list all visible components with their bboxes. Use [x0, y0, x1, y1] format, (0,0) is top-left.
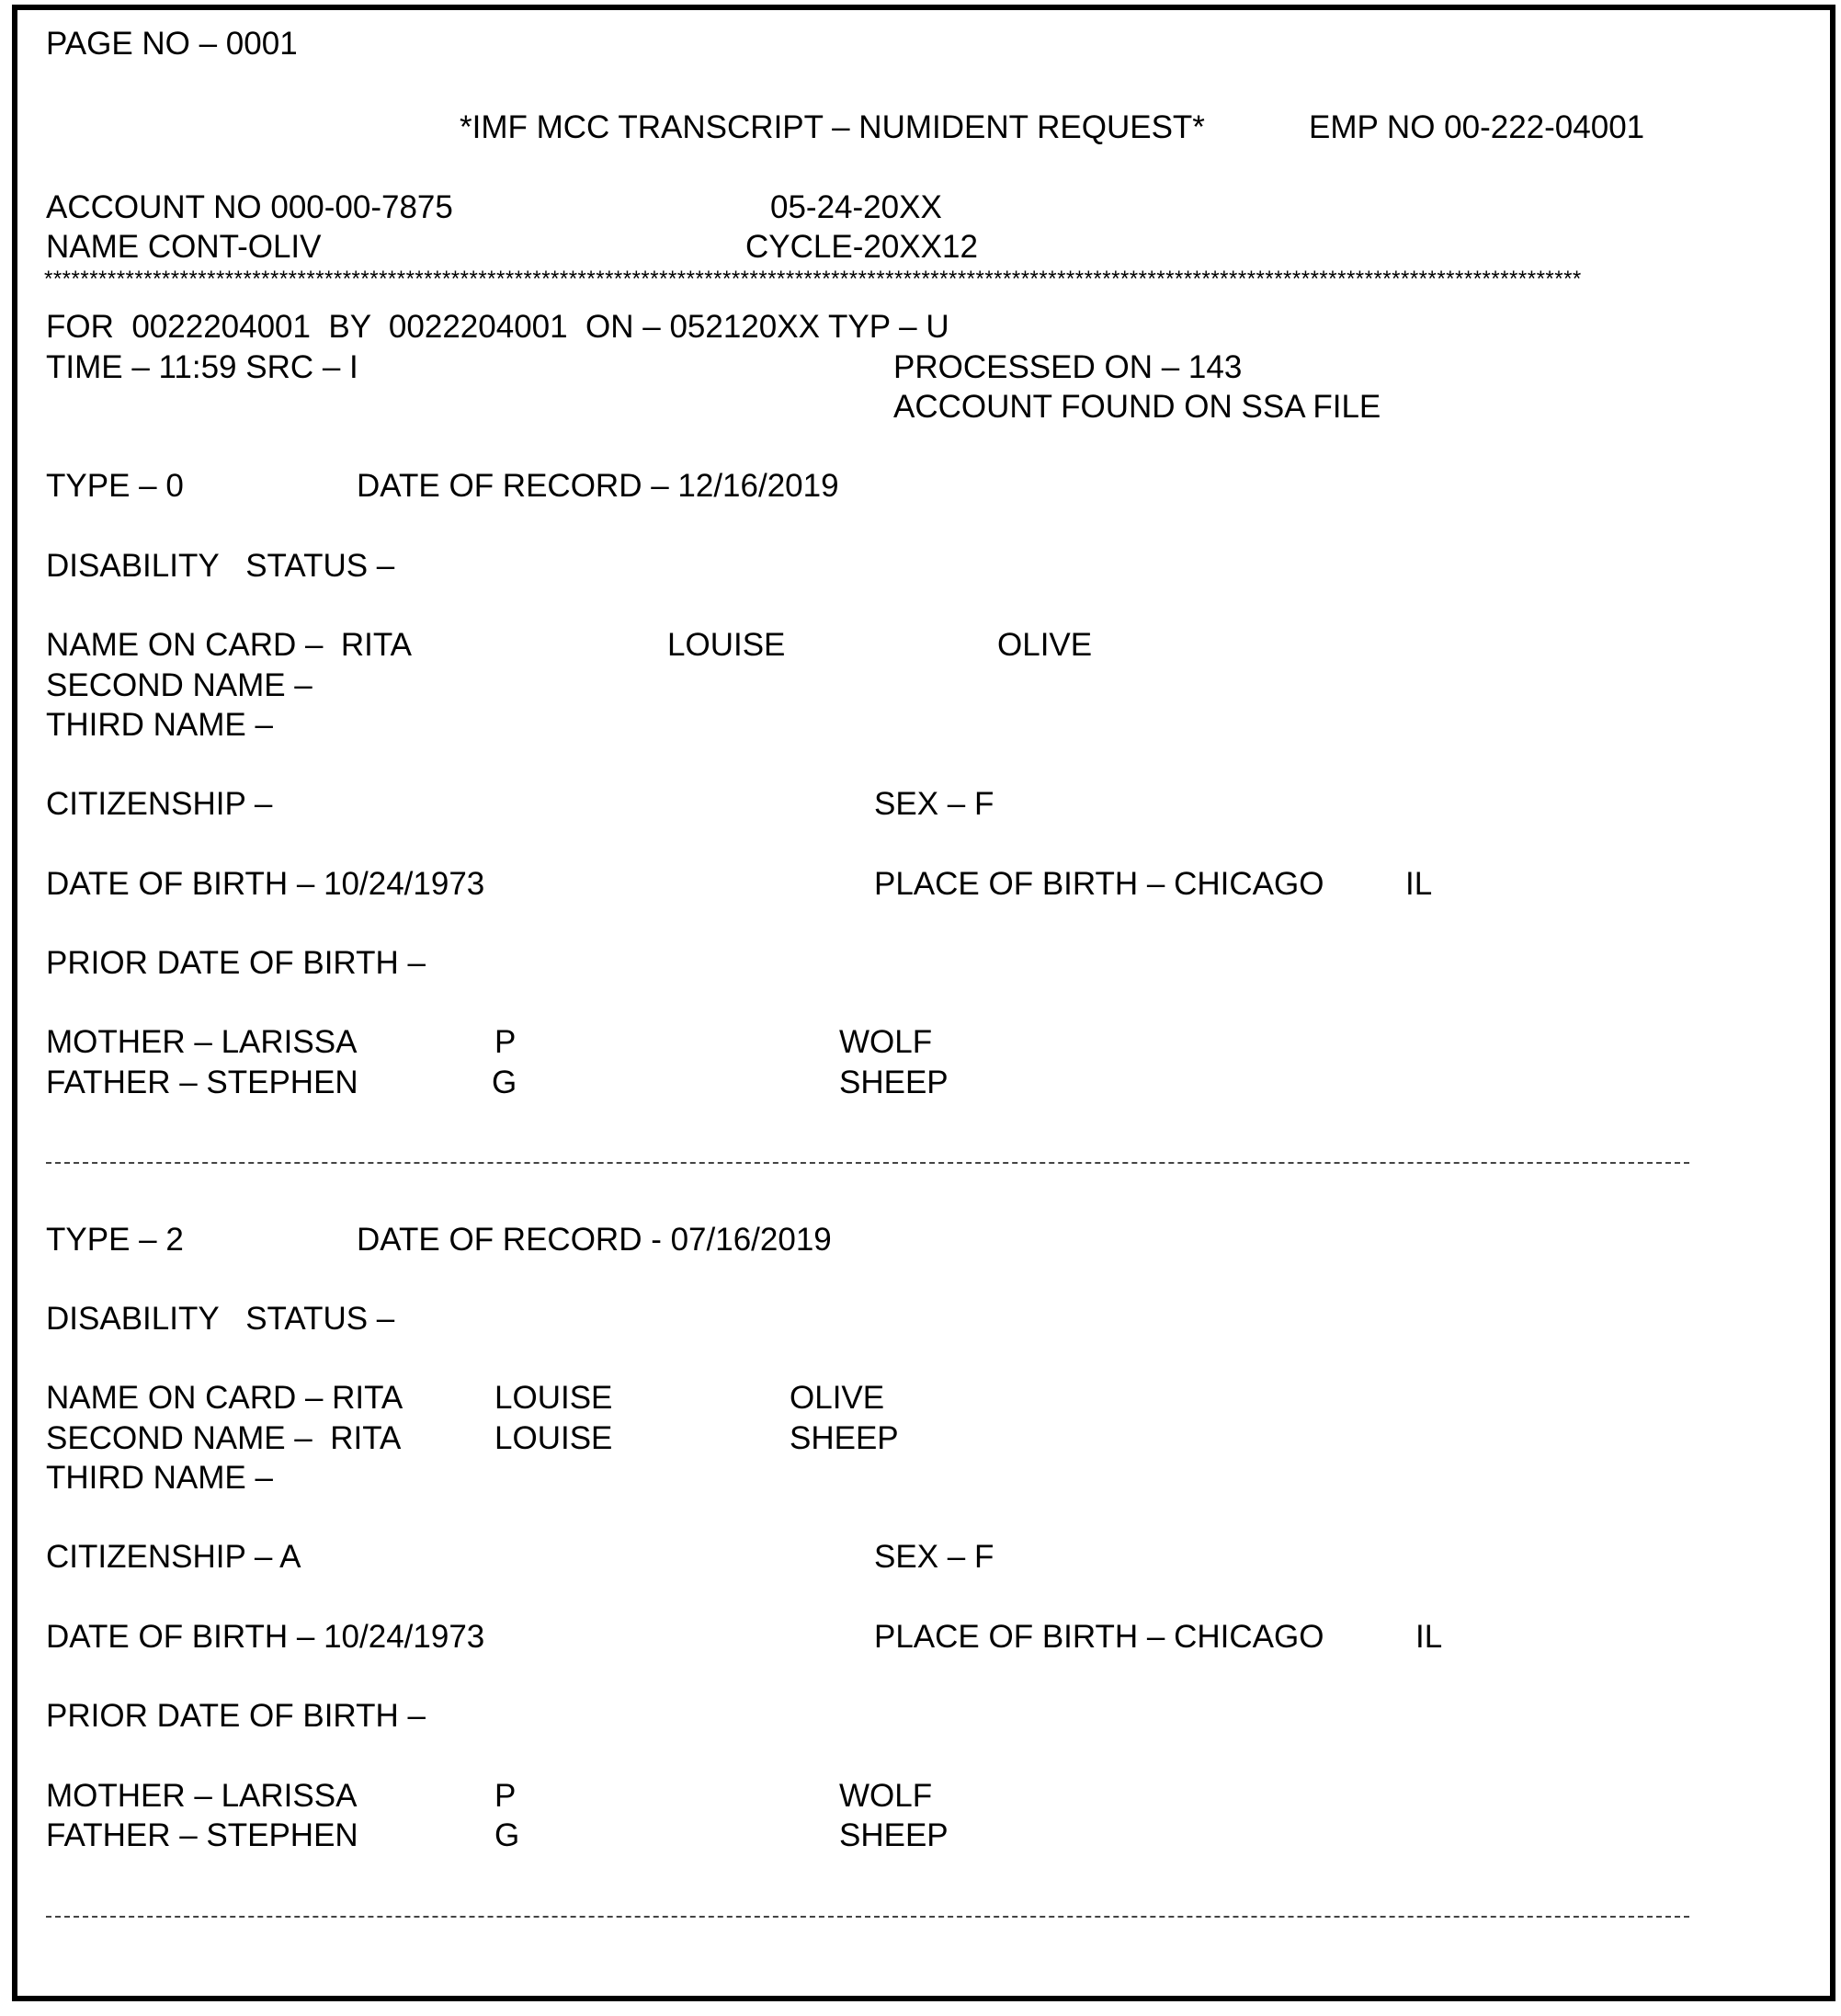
mother-initial: P	[494, 1778, 517, 1814]
mother-name: MOTHER – LARISSA	[46, 1778, 358, 1814]
request-for-line: FOR 0022204001 BY 0022204001 ON – 052120XX TYP – U	[46, 309, 949, 345]
place-of-birth-state: IL	[1405, 866, 1433, 902]
father-initial: G	[492, 1065, 517, 1100]
name-control: NAME CONT-OLIV	[46, 229, 322, 265]
request-time-line: TIME – 11:59 SRC – I	[46, 349, 358, 385]
disability-status: DISABILITY STATUS –	[46, 548, 395, 584]
name-on-card-label: NAME ON CARD – RITA	[46, 1380, 403, 1416]
father-initial: G	[494, 1817, 520, 1853]
cycle: CYCLE-20XX12	[745, 229, 978, 265]
third-name: THIRD NAME –	[46, 1460, 273, 1496]
disability-status: DISABILITY STATUS –	[46, 1301, 395, 1337]
account-found-status: ACCOUNT FOUND ON SSA FILE	[893, 389, 1381, 425]
citizenship: CITIZENSHIP – A	[46, 1539, 301, 1575]
name-on-card-label: NAME ON CARD – RITA	[46, 627, 413, 663]
father-last-name: SHEEP	[839, 1817, 949, 1853]
record-type: TYPE – 0	[46, 468, 184, 504]
record-separator	[46, 1916, 1689, 1918]
name-on-card-last: OLIVE	[997, 627, 1093, 663]
second-name-middle: LOUISE	[494, 1420, 613, 1456]
processed-on: PROCESSED ON – 143	[893, 349, 1243, 385]
place-of-birth-state: IL	[1415, 1619, 1443, 1655]
date-of-birth: DATE OF BIRTH – 10/24/1973	[46, 1619, 485, 1655]
father-name: FATHER – STEPHEN	[46, 1817, 358, 1853]
mother-initial: P	[494, 1024, 517, 1060]
sex: SEX – F	[874, 786, 994, 822]
second-name: SECOND NAME –	[46, 667, 313, 703]
date-of-birth: DATE OF BIRTH – 10/24/1973	[46, 866, 485, 902]
employee-number: EMP NO 00-222-04001	[1309, 109, 1645, 145]
record-separator	[46, 1162, 1689, 1164]
name-on-card-middle: LOUISE	[494, 1380, 613, 1416]
name-on-card-last: OLIVE	[790, 1380, 885, 1416]
second-name-label: SECOND NAME – RITA	[46, 1420, 402, 1456]
place-of-birth: PLACE OF BIRTH – CHICAGO	[874, 866, 1324, 902]
mother-last-name: WOLF	[839, 1024, 933, 1060]
report-date: 05-24-20XX	[770, 189, 942, 225]
second-name-last: SHEEP	[790, 1420, 899, 1456]
name-on-card-middle: LOUISE	[667, 627, 786, 663]
third-name: THIRD NAME –	[46, 707, 273, 743]
date-of-record: DATE OF RECORD – 12/16/2019	[357, 468, 839, 504]
sex: SEX – F	[874, 1539, 994, 1575]
date-of-record: DATE OF RECORD - 07/16/2019	[357, 1222, 832, 1258]
prior-date-of-birth: PRIOR DATE OF BIRTH –	[46, 1698, 426, 1734]
record-type: TYPE – 2	[46, 1222, 184, 1258]
mother-last-name: WOLF	[839, 1778, 933, 1814]
citizenship: CITIZENSHIP –	[46, 786, 273, 822]
page-number: PAGE NO – 0001	[46, 26, 298, 62]
father-last-name: SHEEP	[839, 1065, 949, 1100]
mother-name: MOTHER – LARISSA	[46, 1024, 358, 1060]
place-of-birth: PLACE OF BIRTH – CHICAGO	[874, 1619, 1324, 1655]
father-name: FATHER – STEPHEN	[46, 1065, 358, 1100]
asterisk-separator: **************************************************************************************************************************************************************************	[44, 268, 1582, 290]
prior-date-of-birth: PRIOR DATE OF BIRTH –	[46, 945, 426, 981]
transcript-title: *IMF MCC TRANSCRIPT – NUMIDENT REQUEST*	[460, 109, 1205, 145]
account-number: ACCOUNT NO 000-00-7875	[46, 189, 453, 225]
